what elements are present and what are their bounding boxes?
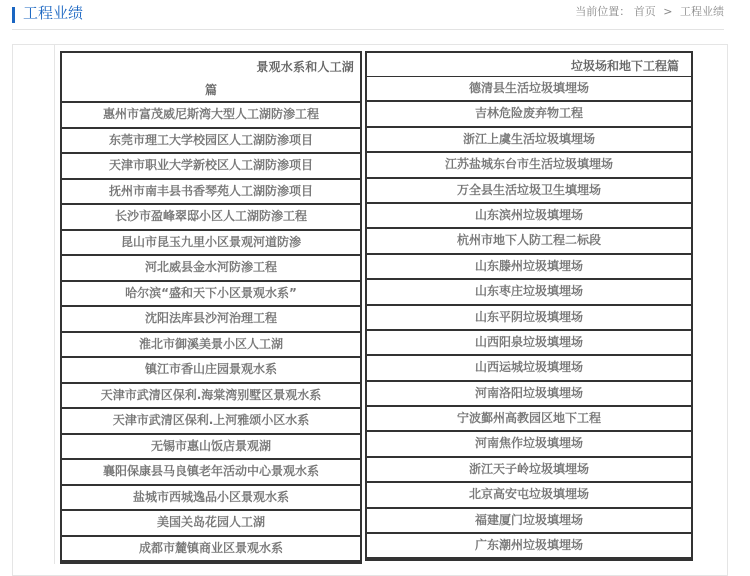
breadcrumb-home-link[interactable]: 首页 — [633, 5, 656, 18]
project-row: 吉林危险废弃物工程 — [367, 102, 691, 127]
page-header — [0, 0, 750, 28]
breadcrumb-current: 工程业绩 — [680, 5, 724, 18]
landfill-table-heading — [367, 53, 691, 77]
breadcrumb-separator: > — [663, 5, 673, 18]
project-row: 襄阳保康县马良镇老年活动中心景观水系 — [62, 460, 360, 486]
project-row: 淮北市御溪美景小区人工湖 — [62, 333, 360, 359]
project-row: 无锡市惠山饭店景观湖 — [62, 435, 360, 461]
project-row: 德清县生活垃圾填埋场 — [367, 77, 691, 102]
project-row: 盐城市西城逸品小区景观水系 — [62, 486, 360, 512]
project-row: 抚州市南丰县书香琴苑人工湖防渗项目 — [62, 180, 360, 206]
project-row: 广东潮州垃圾填埋场 — [367, 534, 691, 559]
project-row: 惠州市富茂威尼斯湾大型人工湖防渗工程 — [62, 103, 360, 129]
project-row: 山东平阴垃圾填埋场 — [367, 306, 691, 331]
project-row: 山东枣庄垃圾填埋场 — [367, 280, 691, 305]
landscape-projects-table — [60, 51, 362, 564]
project-row: 宁波鄞州高教园区地下工程 — [367, 407, 691, 432]
panel-inner-line — [54, 44, 55, 564]
project-row: 河南焦作垃圾填埋场 — [367, 432, 691, 457]
landfill-projects-table — [365, 51, 693, 561]
project-row: 天津市武清区保利.上河雅颂小区水系 — [62, 409, 360, 435]
project-row: 天津市武清区保利.海棠湾别墅区景观水系 — [62, 384, 360, 410]
project-row: 北京高安屯垃圾填埋场 — [367, 483, 691, 508]
project-row: 昆山市昆玉九里小区景观河道防渗 — [62, 231, 360, 257]
project-row: 沈阳法库县沙河治理工程 — [62, 307, 360, 333]
landfill-heading: 垃圾场和地下工程篇 — [570, 59, 679, 73]
project-row: 山西运城垃圾填埋场 — [367, 356, 691, 381]
page-title: 工程业绩 — [23, 4, 84, 22]
project-row: 河北威县金水河防渗工程 — [62, 256, 360, 282]
project-row: 美国关岛花园人工湖 — [62, 511, 360, 537]
project-row: 江苏盐城东台市生活垃圾填埋场 — [367, 153, 691, 178]
project-row: 山西阳泉垃圾填埋场 — [367, 331, 691, 356]
project-row: 成都市麓镇商业区景观水系 — [62, 537, 360, 563]
project-row: 天津市职业大学新校区人工湖防渗项目 — [62, 154, 360, 180]
breadcrumb — [575, 3, 724, 21]
project-row: 山东滕州垃圾填埋场 — [367, 255, 691, 280]
project-row: 杭州市地下人防工程二标段 — [367, 229, 691, 254]
project-row: 镇江市香山庄园景观水系 — [62, 358, 360, 384]
project-row: 东莞市理工大学校园区人工湖防渗项目 — [62, 129, 360, 155]
project-row: 福建厦门垃圾填埋场 — [367, 509, 691, 534]
project-row: 长沙市盈峰翠邸小区人工湖防渗工程 — [62, 205, 360, 231]
breadcrumb-label: 当前位置： — [575, 5, 631, 18]
project-row: 哈尔滨“盛和天下小区景观水系” — [62, 282, 360, 308]
project-row: 浙江上虞生活垃圾填埋场 — [367, 128, 691, 153]
header-divider — [12, 29, 724, 30]
project-row: 山东滨州垃圾填埋场 — [367, 204, 691, 229]
project-row: 浙江天子岭垃圾填埋场 — [367, 458, 691, 483]
title-accent-bar — [12, 7, 15, 23]
project-row: 河南洛阳垃圾填埋场 — [367, 382, 691, 407]
landscape-table-heading — [62, 53, 360, 103]
landscape-heading-line2: 篇 — [204, 83, 217, 97]
project-row: 万全县生活垃圾卫生填埋场 — [367, 179, 691, 204]
landscape-heading-line1: 景观水系和人工湖 — [256, 60, 354, 74]
